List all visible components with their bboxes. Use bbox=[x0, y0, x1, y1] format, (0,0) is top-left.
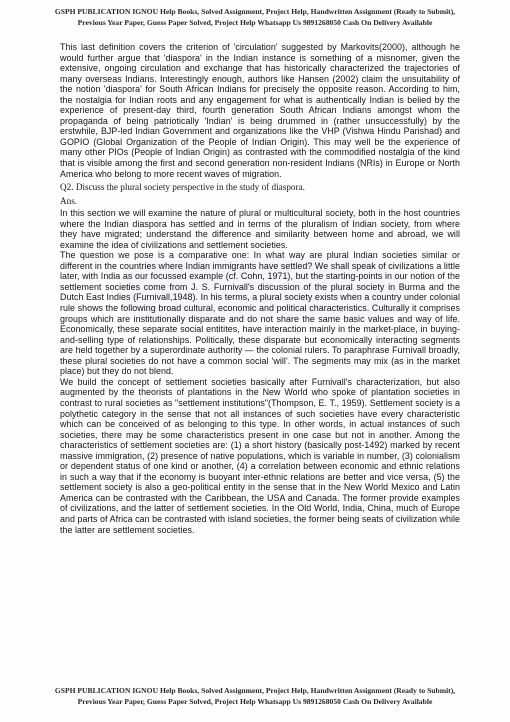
paragraph-plural-society-intro: In this section we will examine the nature of plural or multicultural society, both in the host countries where the Indian diaspora has settled and in terms of the pluralism of Indian society, from where they have migrated; understand the difference and similarity between home and abroad, we will examine the idea of civilizations and settlement societies. bbox=[60, 208, 460, 250]
paragraph-settlement-societies: We build the concept of settlement societies basically after Furnivall's characterization, but also augmented by the theorists of plantations in the New World who spoke of plantation societies in contrast to rural societies as "settlement institutions"(Thompson, E. T., 1959). Settlement society is a polythetic category in the sense that not all instances of such societies have every characteristic which can be conceived of as belonging to this type. In other words, in actual instances of such societies, there may be some characteristics present in one case but not in another. Among the characteristics of settlement societies are: (1) a short history (basically post-1492) marked by recent massive immigration, (2) presence of native populations, which is variable in number, (3) colonialism or dependent status of one kind or another, (4) a correlation between economic and ethnic relations in such a way that if the economy is buoyant inter-ethnic relations are better and vice versa, (5) the settlement society is also a geo-political entity in the sense that in the New World Mexico and Latin America can be contrasted with the Caribbean, the USA and Canada. The former provide examples of civilizations, and the latter of settlement societies. In the Old World, India, China, much of Europe and parts of Africa can be contrasted with island societies, the former being seats of civilization while the latter are settlement societies. bbox=[60, 376, 460, 535]
paragraph-definition: This last definition covers the criterion of 'circulation' suggested by Markovits(2000), although he would further argue that 'diaspora' in the Indian instance is something of a misnomer, given the extensive, ongoing circulation and exchange that has historically characterized the trajectories of many overseas Indians. Interestingly enough, authors like Hansen (2002) claim the unsuitability of the notion 'diaspora' for South African Indians for precisely the opposite reason. According to him, the nostalgia for Indian roots and any engagement for what is authentically Indian is belied by the experience of present-day third, fourth generation South African Indians amongst whom the propaganda of being patriotically 'Indian' is being drummed in (rather unsuccessfully) by the erstwhile, BJP-led Indian Government and organizations like the VHP (Vishwa Hindu Parishad) and GOPIO (Global Organization of the People of Indian Origin). This may well be the experience of many other PIOs (People of Indian Origin) as contrasted with the commodified nostalgia of the kind that is visible among the first and second generation non-resident Indians (NRIs) in Europe or North America who belong to more recent waves of migration. bbox=[60, 42, 460, 179]
paragraph-comparative-question: The question we pose is a comparative one: In what way are plural Indian societies similar or different in the countries where Indian immigrants have settled? We shall speak of civilizations a little later, with India as our focussed example (cf. Cohn, 1971), but the starting-points in our notion of the settlement societies come from J. S. Furnivall's discussion of the plural society in Burma and the Dutch East Indies (Furnivall,1948). In his terms, a plural society exists when a country under colonial rule shows the following broad cultural, economic and political characteristics. Culturally it comprises groups which are institutionally disparate and do not share the same basic values and way of life. Economically, these separate social entitites, have interaction mainly in the market-place, in buying-and-selling type of relationships. Politically, these disparate but economically interacting segments are held together by a superordinate authority — the colonial rulers. To paraphrase Furnivall broadly, these plural societies do not have a common social 'will'. The segments may mix (as in the market place) but they do not blend. bbox=[60, 250, 460, 377]
page-footer: GSPH PUBLICATION IGNOU Help Books, Solved Assignment, Project Help, Handwritten Assignment (Ready to Submit), Previous Year Paper, Guess Paper Solved, Project Help Whatsapp Us 9891268050 Cash On Delivery Available bbox=[54, 686, 456, 706]
document-body bbox=[60, 42, 460, 535]
question-heading: Q2. Discuss the plural society perspective in the study of diaspora. bbox=[60, 182, 305, 193]
answer-label: Ans. bbox=[60, 196, 78, 207]
page-header: GSPH PUBLICATION IGNOU Help Books, Solved Assignment, Project Help, Handwritten Assignment (Ready to Submit), Previous Year Paper, Guess Paper Solved, Project Help Whatsapp Us 9891268050 Cash On Delivery Available bbox=[54, 7, 456, 27]
